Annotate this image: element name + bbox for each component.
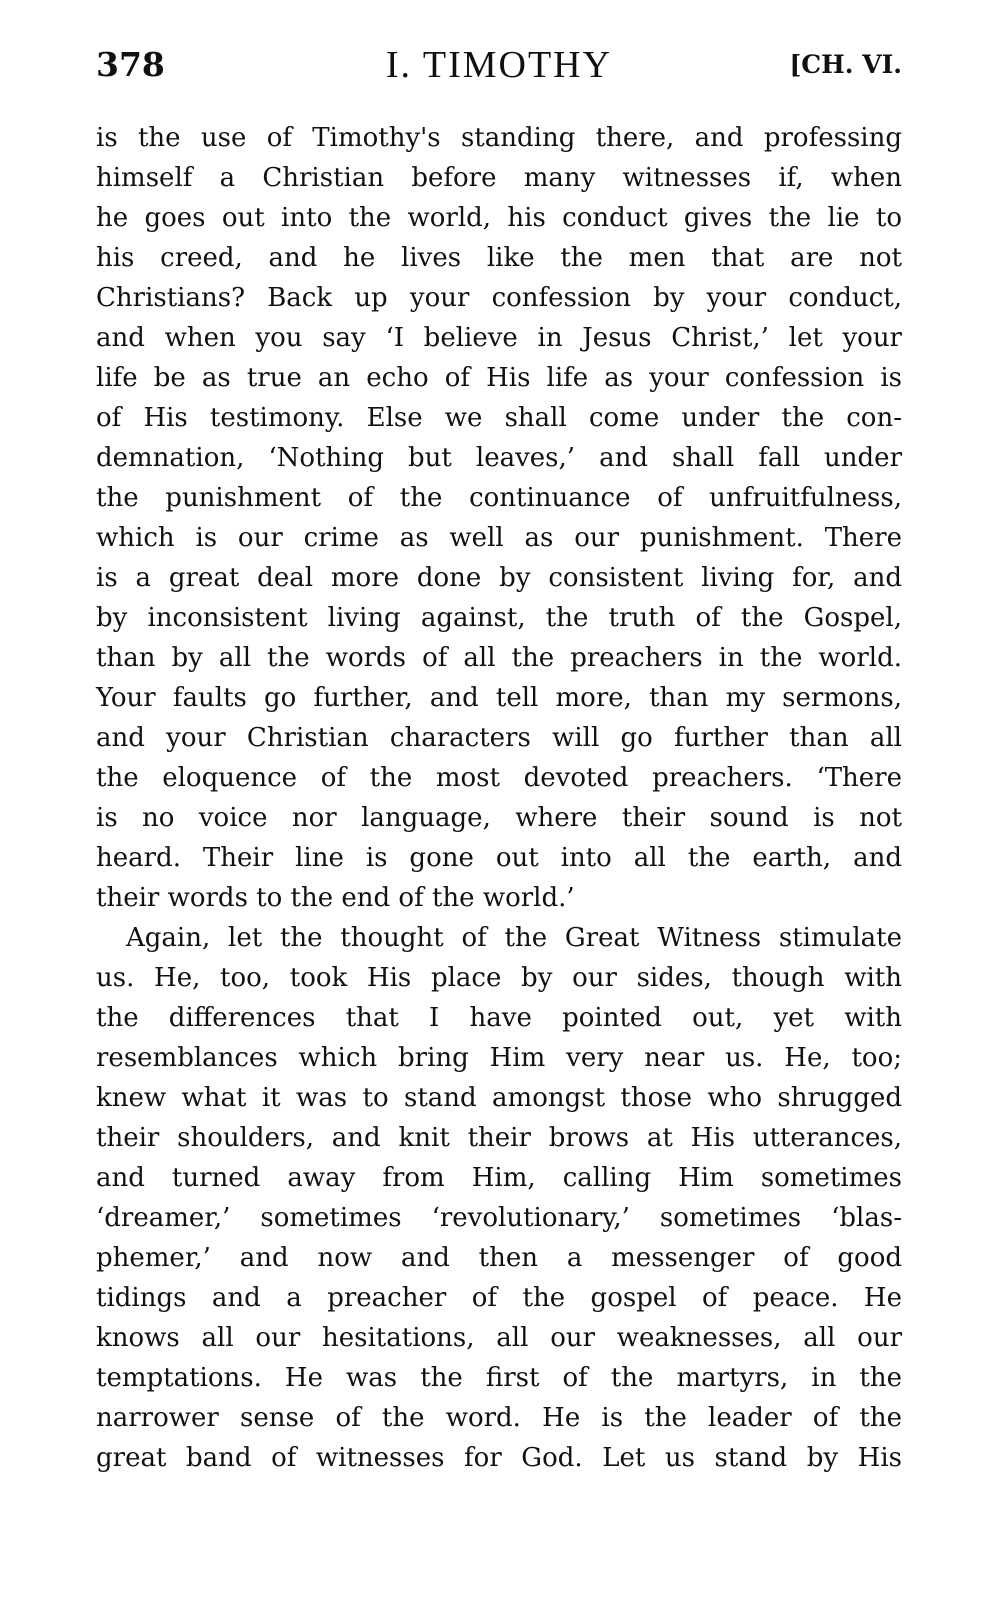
body-text (96, 118, 902, 1478)
text-line: himself a Christian before many witnesses if, when (96, 163, 902, 193)
text-line: and when you say ‘I believe in Jesus Christ,’ let your (96, 323, 902, 353)
text-line: temptations. He was the first of the martyrs, in the (96, 1363, 902, 1393)
text-line: his creed, and he lives like the men that are not (96, 243, 902, 273)
text-line: narrower sense of the word. He is the leader of the (96, 1403, 902, 1433)
text-line: knew what it was to stand amongst those who shrugged (96, 1083, 902, 1113)
text-line: us. He, too, took His place by our sides, though with (96, 963, 902, 993)
text-line: their shoulders, and knit their brows at His utterances, (96, 1123, 902, 1153)
text-line: great band of witnesses for God. Let us stand by His (96, 1443, 902, 1473)
book-page (96, 40, 902, 1478)
text-line: resemblances which bring Him very near us. He, too; (96, 1043, 902, 1073)
text-line: Your faults go further, and tell more, than my sermons, (96, 683, 902, 713)
text-line: ‘dreamer,’ sometimes ‘revolutionary,’ sometimes ‘blas- (96, 1203, 902, 1233)
text-line: is no voice nor language, where their sound is not (96, 803, 902, 833)
text-line: is a great deal more done by consistent living for, and (96, 563, 902, 593)
text-line: and turned away from Him, calling Him sometimes (96, 1163, 902, 1193)
text-line: life be as true an echo of His life as your confession is (96, 363, 902, 393)
text-line: than by all the words of all the preachers in the world. (96, 643, 902, 673)
text-line: heard. Their line is gone out into all the earth, and (96, 843, 902, 873)
text-line: is the use of Timothy's standing there, and professing (96, 123, 902, 153)
text-line: demnation, ‘Nothing but leaves,’ and shall fall under (96, 443, 902, 473)
text-line: of His testimony. Else we shall come under the con- (96, 403, 902, 433)
chapter-reference: [CH. VI. (789, 50, 902, 79)
text-line: the eloquence of the most devoted preachers. ‘There (96, 763, 902, 793)
text-line: by inconsistent living against, the truth of the Gospel, (96, 603, 902, 633)
text-line: phemer,’ and now and then a messenger of good (96, 1243, 902, 1273)
paragraph-end-line: their words to the end of the world.’ (96, 883, 575, 913)
text-line: knows all our hesitations, all our weaknesses, all our (96, 1323, 902, 1353)
page-number: 378 (96, 45, 165, 84)
text-line: the differences that I have pointed out, yet with (96, 1003, 902, 1033)
text-line: and your Christian characters will go further than all (96, 723, 902, 753)
text-line: the punishment of the continuance of unfruitfulness, (96, 483, 902, 513)
text-line: tidings and a preacher of the gospel of peace. He (96, 1283, 902, 1313)
paragraph-start-line: Again, let the thought of the Great Witness stimulate (126, 923, 902, 953)
text-line: which is our crime as well as our punishment. There (96, 523, 902, 553)
running-header (96, 40, 902, 90)
text-line: he goes out into the world, his conduct gives the lie to (96, 203, 902, 233)
running-title: I. TIMOTHY (385, 44, 613, 86)
text-line: Christians? Back up your confession by your conduct, (96, 283, 902, 313)
